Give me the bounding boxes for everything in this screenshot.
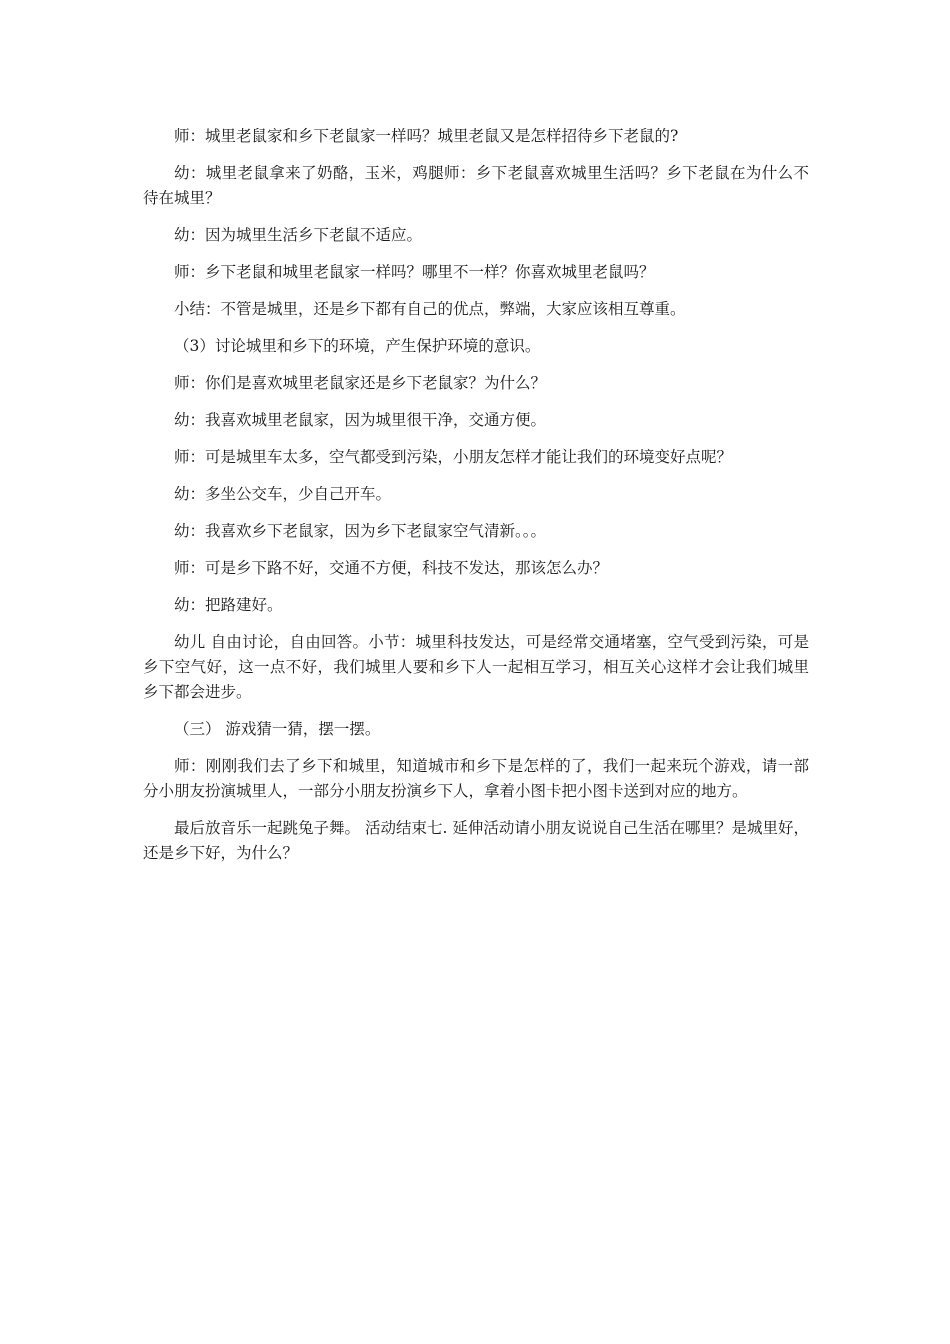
paragraph: 幼：把路建好。: [174, 596, 283, 614]
paragraph: 师：刚刚我们去了乡下和城里，知道城市和乡下是怎样的了，我们一起来玩个游戏，请一部分小朋友扮演城里人，一部分小朋友扮演乡下人，拿着小图卡把小图卡送到对应的地方。: [143, 757, 809, 800]
section-heading: （3）讨论城里和乡下的环境，产生保护环境的意识。: [174, 337, 541, 355]
paragraph: 师：可是乡下路不好，交通不方便，科技不发达，那该怎么办？: [174, 559, 609, 577]
paragraph: 小结：不管是城里，还是乡下都有自己的优点，弊端，大家应该相互尊重。: [174, 300, 686, 318]
paragraph: 幼：因为城里生活乡下老鼠不适应。: [174, 226, 423, 244]
paragraph: 师：你们是喜欢城里老鼠家还是乡下老鼠家？为什么？: [174, 374, 547, 392]
paragraph: 幼儿 自由讨论，自由回答。小节：城里科技发达，可是经常交通堵塞，空气受到污染，可是乡下空气好，这一点不好，我们城里人要和乡下人一起相互学习，相互关心这样才会让我们城里乡下都会进步。: [143, 633, 809, 701]
paragraph: 师：可是城里车太多，空气都受到污染，小朋友怎样才能让我们的环境变好点呢？: [174, 448, 733, 466]
paragraph: 幼：多坐公交车，少自己开车。: [174, 485, 392, 503]
paragraph: 幼：我喜欢乡下老鼠家，因为乡下老鼠家空气清新。。。: [174, 522, 547, 540]
paragraph: 幼：城里老鼠拿来了奶酪，玉米，鸡腿师：乡下老鼠喜欢城里生活吗？乡下老鼠在为什么不待在城里？: [143, 164, 809, 207]
paragraph: 师：乡下老鼠和城里老鼠家一样吗？哪里不一样？你喜欢城里老鼠吗？: [174, 263, 655, 281]
section-heading: （三） 游戏猜一猜，摆一摆。: [174, 720, 381, 738]
paragraph: 最后放音乐一起跳兔子舞。 活动结束七. 延伸活动请小朋友说说自己生活在哪里？是城里好，还是乡下好，为什么？: [143, 819, 809, 862]
document-body: [143, 124, 809, 878]
paragraph: 师：城里老鼠家和乡下老鼠家一样吗？城里老鼠又是怎样招待乡下老鼠的?: [174, 127, 679, 145]
paragraph: 幼：我喜欢城里老鼠家，因为城里很干净，交通方便。: [174, 411, 547, 429]
